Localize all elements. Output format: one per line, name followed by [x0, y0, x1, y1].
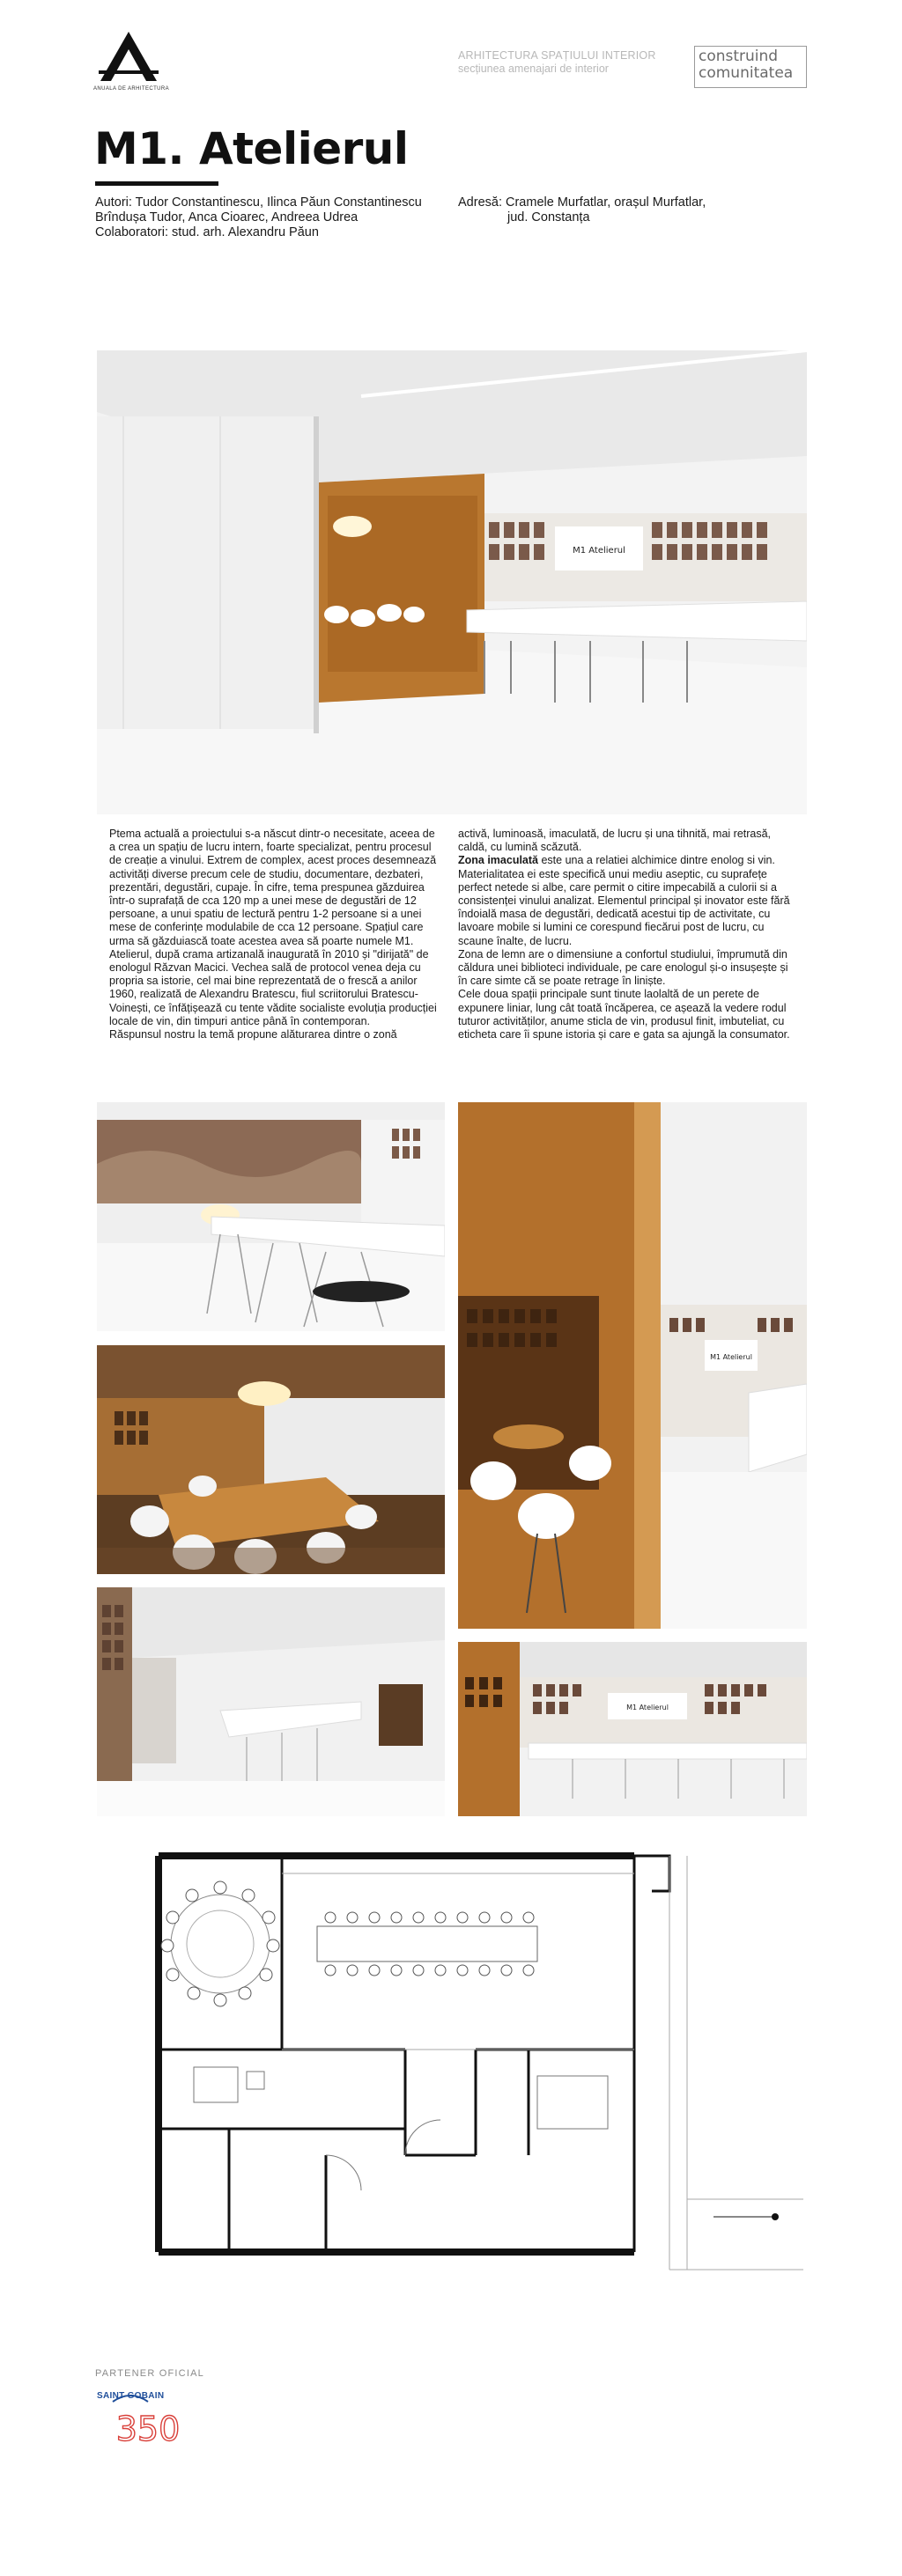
wood-nook-photo [458, 1102, 807, 1629]
main-interior-photo [97, 350, 807, 814]
partner-number: 350 [115, 2410, 181, 2448]
partner-name: SAINT-GOBAIN [97, 2391, 165, 2401]
tasting-bar-photo [458, 1642, 807, 1816]
collaborators: Colaboratori: stud. arh. Alexandru Păun [95, 225, 319, 239]
authors-line2: Brîndușa Tudor, Anca Cioarec, Andreea Udrea [95, 210, 359, 224]
credits-address [458, 195, 775, 225]
section-title: ARHITECTURA SPAȚIULUI INTERIOR [458, 49, 656, 62]
description-paragraph-4 [458, 854, 793, 947]
section-subtitle: secțiunea amenajari de interior [458, 63, 609, 75]
badge-line2: comunitatea [699, 64, 794, 82]
warm-meeting-room-photo [97, 1345, 445, 1574]
badge-line1: construind [699, 48, 779, 65]
description-paragraph-3: activă, luminoasă, imaculată, de lucru și una tihnită, mai retrasă, caldă, cu lumină scăzută. [458, 828, 772, 854]
main-photo-sign: M1 Atelierul [573, 546, 625, 556]
zona-imaculata-text: este una a relatiei alchimice dintre enolog si vin. Materialitatea ei este specifică unui mediu aseptic, cu suprafețe perfect netede si albe, care permit o citire impecabilă a culorii si a consistenței vinului analizat. Elementul principal și inovator este fără îndoială masa de degustări, dedicată acestui tip de activitate, cu lavoare mobile si lumini ce corespund fiecărui post de lucru, cu scaune înalte, de lucru. [458, 854, 790, 947]
address-line2: jud. Constanța [507, 210, 590, 224]
anuala-logo [95, 30, 162, 95]
logo-caption: ANUALA DE ARHITECTURA [92, 86, 170, 92]
right-photo-sign: M1 Atelierul [710, 1353, 752, 1361]
bar-photo-sign: M1 Atelierul [626, 1704, 669, 1711]
floor-plan-drawing [141, 1847, 803, 2289]
long-hall-photo [97, 1587, 445, 1816]
construind-comunitatea-badge [694, 46, 807, 88]
project-title: M1. Atelierul [94, 123, 409, 174]
partner-label: PARTENER OFICIAL [95, 2368, 204, 2379]
description-paragraph-6: Cele doua spații principale sunt tinute laolaltă de un perete de expunere liniar, lung cât toată încăperea, ce așează la vedere rodul tuturor activităților, anume sticla de vin, produsul finit, imbuteliat, cu eticheta care îi spune istoria și care e gata sa ajungă la consumator. [458, 988, 790, 1041]
title-underline [95, 181, 218, 186]
description-column-1 [109, 828, 442, 1041]
zona-imaculata-bold: Zona imaculată [458, 854, 538, 867]
section-heading [458, 49, 661, 76]
credits-authors [95, 195, 456, 240]
description-paragraph-5: Zona de lemn are o dimensiune a confortul studiului, împrumută din căldura unei biblioteci individuale, pe care enologul și-o insușește și în care simte că se poate retrage în liniște. [458, 947, 788, 988]
authors-line1: Autori: Tudor Constantinescu, Ilinca Păun Constantinescu [95, 195, 422, 210]
description-paragraph-2: Răspunsul nostru la temă propune alăturarea dintre o zonă [109, 1028, 397, 1041]
description-paragraph-1: Ptema actuală a proiectului s-a născut dintr-o necesitate, aceea de a crea un spațiu de lucru intern, foarte specializat, pentru procesul de creație a vinului. Extrem de complex, acest proces desemnează activități diverse precum cele de studiu, documentare, dezbateri, prezentări, degustări, cupaje. În cifre, tema prespunea găzduirea într-o suprafață de cca 120 mp a unei mese de degustări de 12 persoane, a unui spatiu de lectură pentru 1-2 persoane si a unei mese de conferințe modulabile de cca 12 persoane. Spațiul care urma să găzduiască toate acestea avea să poarte numele M1. Atelierul, după crama artizanală inaugurată în 2010 și "dirijată" de enologul Răzvan Macici. Vechea sală de protocol venea deja cu propria sa istorie, cel mai bine reprezentată de o frescă a anilor 1960, realizată de Alexandru Bratescu, fiul scriitorului Bratescu-Voinești, ce înfățișează cu tente vădite socialiste evoluția producției locale de vin, din timpuri antice până în contemporan. [109, 828, 437, 1027]
address-line1: Adresă: Cramele Murfatlar, orașul Murfatlar, [458, 195, 706, 210]
fresco-bar-photo [97, 1102, 445, 1331]
description-column-2 [458, 828, 793, 1041]
